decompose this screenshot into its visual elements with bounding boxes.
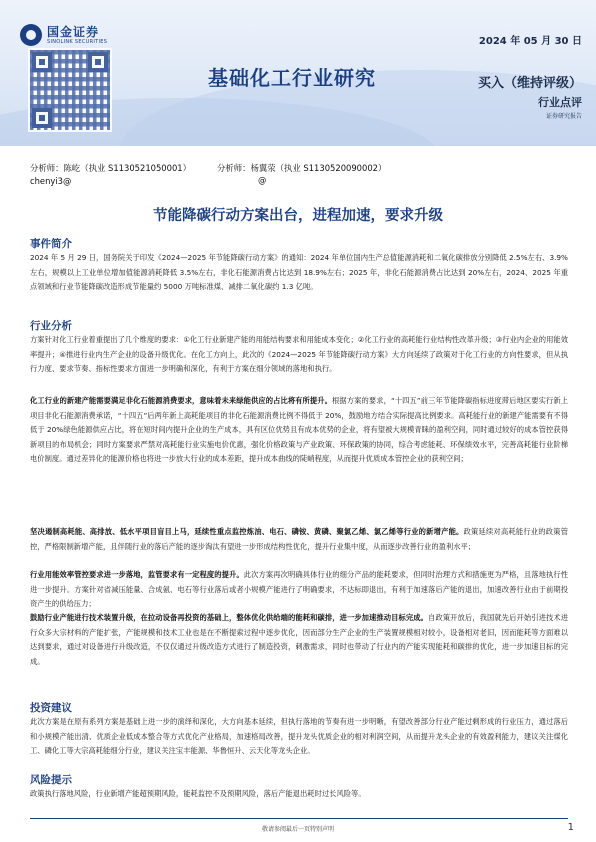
event-paragraph: 2024 年 5 月 29 日，国务院关于印发《2024—2025 年节能降碳行动方案》的通知：2024 年单位国内生产总值能源消耗和二氧化碳排放分别降低 2.5%左右、3.9%左右，规模以上工业单位增加值能源消耗降低 3.5%左右，非化石能源消费占比达到 18.9%左右；2025 年，非化石能源消费占比达到 20%左右，2024、2025 年重点领域和行业节能降碳改造形成节能量约 5000 万吨标准煤、减排二氧化碳约 1.3 亿吨。 bbox=[30, 253, 568, 292]
qr-finder-icon bbox=[32, 52, 52, 72]
section-title-analysis: 行业分析 bbox=[30, 320, 72, 332]
logo-name-cn: 国金证券 bbox=[47, 24, 100, 39]
suggestion-paragraph: 此次方案是在原有系列方案是基础上进一步的演绎和深化，大方向基本延续，但执行落地的节奏有进一步明晰，有望改善部分行业产能过剩形成的行业压力，通过落后和小规模产能出清、优质企业低成本整合等方式优化产业格局，加速格局改善，提升龙头优质企业的相对利润空间，从而提升龙头企业的有效盈利能力，建议关注煤化工、磷化工等大宗高耗能细分行业，建议关注宝丰能源、华鲁恒升、云天化等龙头企业。 bbox=[30, 717, 568, 756]
analyst-1-email[interactable]: chenyi3@ bbox=[30, 176, 72, 186]
analysis-p3-lead: 坚决遏制高耗能、高排放、低水平项目盲目上马，延续性重点监控炼油、电石、磷铵、黄磷、聚氯乙烯、氯乙烯等行业的新增产能。 bbox=[30, 527, 464, 536]
section-title-suggestion: 投资建议 bbox=[30, 702, 72, 714]
analyst-info bbox=[30, 162, 386, 188]
analysis-paragraph-4 bbox=[30, 568, 568, 612]
logo-icon bbox=[20, 24, 42, 46]
logo-name-en: SINOLINK SECURITIES bbox=[47, 38, 108, 45]
report-type: 行业点评 bbox=[538, 96, 582, 109]
analysis-paragraph-5 bbox=[30, 611, 568, 669]
page-headline: 节能降碳行动方案出台，进程加速，要求升级 bbox=[153, 208, 443, 224]
section-title-risk: 风险提示 bbox=[30, 774, 72, 786]
company-logo bbox=[20, 24, 107, 46]
analysis-p5-lead: 鼓励行业产能进行技术装置升级，在拉动设备再投资的基础上，整体优化供给端的能耗和碳排，进一步加速推动目标完成。 bbox=[30, 613, 429, 622]
analysis-p2-lead: 化工行业的新建产能需要满足非化石能源消费要求，意味着未来绿能供应的占比将有所提升。 bbox=[30, 396, 333, 405]
report-date: 2024 年 05 月 30 日 bbox=[478, 36, 582, 47]
rating-badge: 买入（维持评级） bbox=[477, 76, 582, 91]
analyst-2-email[interactable]: @ bbox=[258, 175, 267, 185]
analysis-p4-body: 此次方案再次明确具体行业的细分产品的能耗要求，但同时治理方式和措施更为严格，且落地执行性进一步提升。方案针对省减压能量、合成氨、电石等行业落后或者小规模产能进行了明确要求，不达标即退出，有利于加速落后产能的退出，加速改善行业由于前期投资产生的供给压力； bbox=[30, 570, 569, 609]
footer-disclaimer[interactable]: 敬请参阅最后一页特别声明 bbox=[261, 826, 334, 833]
analysis-p4-lead: 行业用能效率管控要求进一步落地，监管要求有一定程度的提升。 bbox=[30, 570, 244, 579]
analysis-paragraph-2 bbox=[30, 394, 568, 467]
analyst-2: 分析师：杨翼荥（执业 S1130520090002） bbox=[217, 163, 387, 173]
risk-paragraph: 政策执行落地风险，行业新增产能超预期风险，能耗监控不及预期风险，落后产能退出耗时过长风险等。 bbox=[30, 789, 366, 798]
analysis-p5-body: 自政策开放后，我国就先后开始引进技术进行众多大宗材料的产能扩张，产能规模和技术工业也是在不断提索过程中逐步优化，因而部分生产企业的生产装置规模相对较小，设备相对老旧，因而能耗等方面难以达到要求，通过对设备进行升级改造，不仅仅通过升级改造方式进行了制造投资，刺激需求，同时也带动了行业内的产能实现能耗和碳排的优化，进一步加速目标的完成。 bbox=[30, 613, 569, 666]
footer-divider bbox=[30, 818, 568, 819]
analysis-paragraph-3 bbox=[30, 525, 568, 554]
header-banner bbox=[0, 0, 596, 146]
report-title: 基础化工行业研究 bbox=[208, 66, 376, 90]
analysis-p3-body: 政策延续对高耗能行业的政策管控，严格限制新增产能，且伴随行业的落后产能的逐步淘汰有望进一步形成结构性优化，提升行业集中度，从而逐步改善行业的盈利水平； bbox=[30, 527, 568, 551]
qr-code-icon bbox=[28, 48, 112, 132]
analyst-1: 分析师：陈屹（执业 S1130521050001） bbox=[30, 163, 191, 173]
qr-finder-icon bbox=[32, 108, 52, 128]
qr-finder-icon bbox=[88, 52, 108, 72]
page-number: 1 bbox=[567, 822, 574, 833]
analysis-p2-body: 根据方案的要求，“十四五”前三年节能降碳指标进度滞后地区要实行新上项目非化石能源消费承诺，“十四五”后两年新上高耗能项目的非化石能源消费比例不得低于 20%，鼓励地方结合实际提高比例要求。高耗能行业的新建产能需要有不得低于 20%绿色能源供应占比，将在短时间内提升企业的生产成本，具有区位优势且有成本优势的企业，将有望被大规模青睐的盈利空间，同时通过较好的成本管控获得新项目的布局机会；同时方案要求严禁对高耗能行业实施电价优惠，强化价格政策与产业政策、环保政策的协同，综合考虑能耗、环保绩效水平，完善高耗能行业阶梯电价制度。通过差异化的能源价格也将进一步放大行业的成本差距，提升成本曲线的陡峭程度，从而提升优质成本管控企业的获利空间； bbox=[30, 396, 568, 464]
analysis-paragraph-1: 方案针对化工行业着重提出了几个维度的要求：①化工行业新建产能的用能结构要求和用能成本变化；②化工行业的高耗能行业结构性改革升级；③行业内企业的用能效率提升；④推进行业内生产企业的设备升级优化。在化工方向上，此次的《2024—2025 年节能降碳行动方案》大方向延续了政策对于化工行业的方向性要求，但从执行力度、要求节奏、指标性要求方面进一步明确和深化，有利于方案在细分领域的落地和执行。 bbox=[30, 335, 568, 374]
report-subtype: 证券研究报告 bbox=[545, 113, 582, 120]
section-title-event: 事件简介 bbox=[30, 238, 72, 250]
